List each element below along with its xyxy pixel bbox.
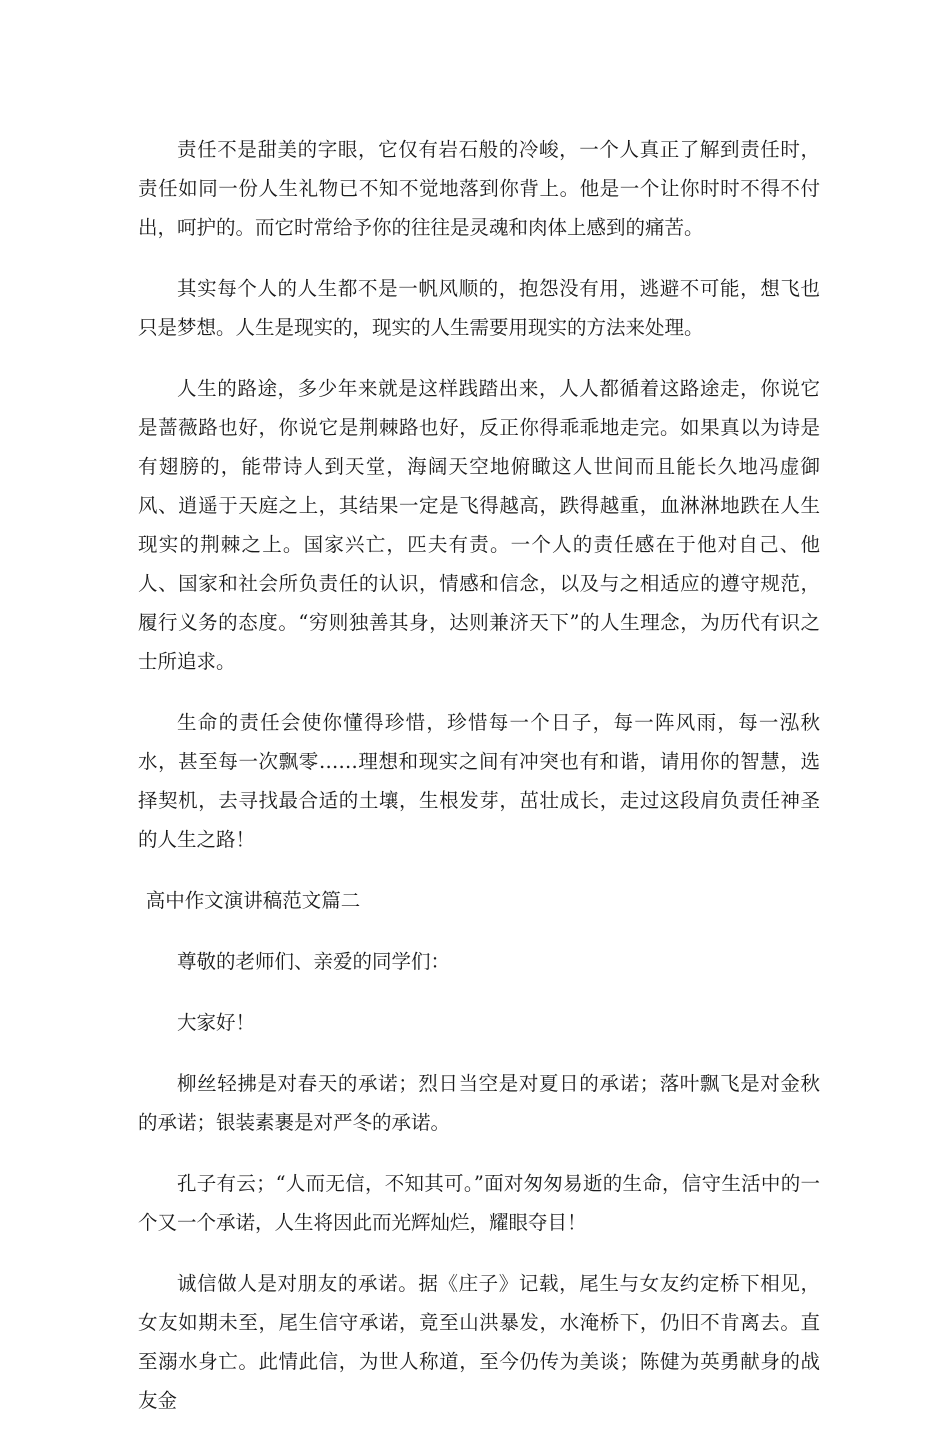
section-heading: 高中作文演讲稿范文篇二 <box>145 889 361 912</box>
paragraph-greeting: 大家好！ <box>177 1011 256 1034</box>
paragraph-seasons-promise: 柳丝轻拂是对春天的承诺；烈日当空是对夏日的承诺；落叶飘飞是对金秋的承诺；银装素裹是对严冬的承诺。 <box>138 1072 820 1134</box>
paragraph-honesty-friends: 诚信做人是对朋友的承诺。据《庄子》记载，尾生与女友约定桥下相见，女友如期未至，尾生信守承诺，竟至山洪暴发，水淹桥下，仍旧不肯离去。直至溺水身亡。此情此信，为世人称道，至今仍传为美谈；陈健为英勇献身的战友金 <box>138 1272 820 1412</box>
document-page <box>138 130 820 1442</box>
paragraph-life-road: 人生的路途，多少年来就是这样践踏出来，人人都循着这路途走，你说它是蔷薇路也好，你说它是荆棘路也好，反正你得乖乖地走完。如果真以为诗是有翅膀的，能带诗人到天堂，海阔天空地俯瞰这人世间而且能长久地冯虚御风、逍遥于天庭之上，其结果一定是飞得越高，跌得越重，血淋淋地跌在人生现实的荆棘之上。国家兴亡，匹夫有责。一个人的责任感在于他对自己、他人、国家和社会所负责任的认识，情感和信念，以及与之相适应的遵守规范，履行义务的态度。“穷则独善其身，达则兼济天下”的人生理念，为历代有识之士所追求。 <box>138 377 820 673</box>
paragraph-confucius-quote: 孔子有云；“人而无信，不知其可。”面对匆匆易逝的生命，信守生活中的一个又一个承诺，人生将因此而光辉灿烂，耀眼夺目！ <box>138 1172 820 1234</box>
paragraph-responsibility: 责任不是甜美的字眼，它仅有岩石般的冷峻，一个人真正了解到责任时，责任如同一份人生礼物已不知不觉地落到你背上。他是一个让你时时不得不付出，呵护的。而它时常给予你的往往是灵魂和肉体上感到的痛苦。 <box>138 138 820 239</box>
paragraph-life-not-smooth: 其实每个人的人生都不是一帆风顺的，抱怨没有用，逃避不可能，想飞也只是梦想。人生是现实的，现实的人生需要用现实的方法来处理。 <box>138 277 820 339</box>
paragraph-cherish-life: 生命的责任会使你懂得珍惜，珍惜每一个日子，每一阵风雨，每一泓秋水，甚至每一次飘零……理想和现实之间有冲突也有和谐，请用你的智慧，选择契机，去寻找最合适的土壤，生根发芽，茁壮成长，走过这段肩负责任神圣的人生之路！ <box>138 711 820 851</box>
paragraph-salutation: 尊敬的老师们、亲爱的同学们： <box>177 950 451 973</box>
